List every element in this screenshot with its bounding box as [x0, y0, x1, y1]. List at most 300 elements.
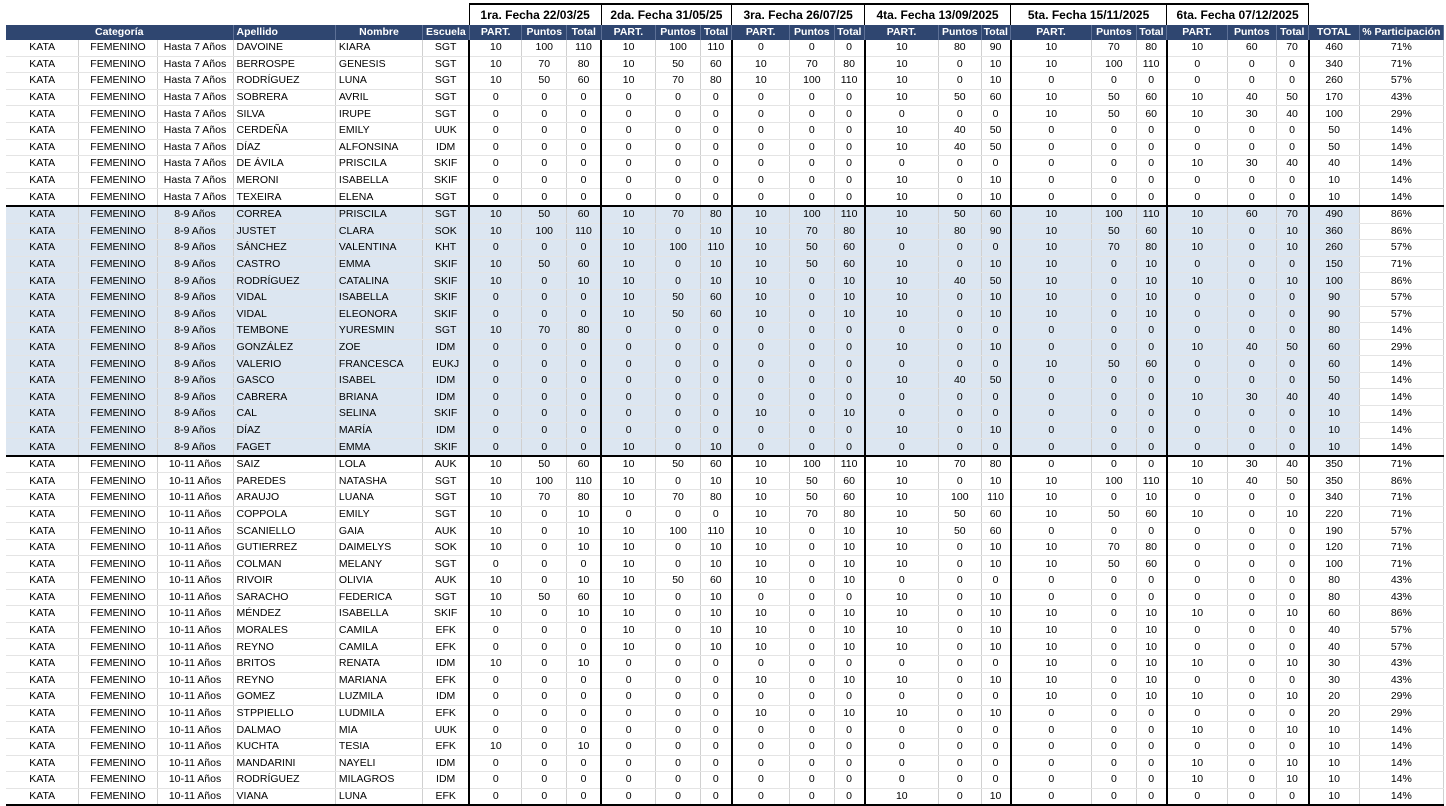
cell-f1-part: 10: [469, 539, 522, 556]
cell-f6-puntos: 0: [1227, 755, 1276, 772]
cell-f5-total: 10: [1136, 639, 1166, 656]
cell-apellido: DALMAO: [233, 722, 335, 739]
cell-f5-part: 0: [1011, 589, 1092, 606]
cell-f2-part: 10: [601, 223, 656, 240]
cell-f3-puntos: 0: [790, 573, 835, 590]
cell-f3-total: 0: [834, 156, 864, 173]
cell-f2-puntos: 50: [656, 306, 701, 323]
cell-apellido: RODRÍGUEZ: [233, 73, 335, 90]
cell-apellido: DÍAZ: [233, 422, 335, 439]
cell-total: 50: [1309, 122, 1360, 139]
cell-f4-puntos: 0: [939, 406, 982, 423]
cell-f1-puntos: 0: [522, 240, 567, 257]
cell-f5-puntos: 0: [1092, 788, 1137, 805]
cell-f1-puntos: 50: [522, 206, 567, 223]
cell-f1-part: 10: [469, 523, 522, 540]
cell-f5-puntos: 0: [1092, 406, 1137, 423]
cell-f3-part: 10: [732, 523, 790, 540]
cell-f5-part: 10: [1011, 606, 1092, 623]
cell-f6-puntos: 0: [1227, 56, 1276, 73]
cell-total: 190: [1309, 523, 1360, 540]
table-row: [6, 406, 1444, 423]
cell-f5-puntos: 50: [1092, 106, 1137, 123]
cell-f4-part: 10: [865, 172, 939, 189]
cell-f2-part: 0: [601, 323, 656, 340]
cell-f5-total: 0: [1136, 422, 1166, 439]
cell-f5-part: 10: [1011, 106, 1092, 123]
cell-apellido: COLMAN: [233, 556, 335, 573]
cell-f6-part: 10: [1167, 223, 1228, 240]
cell-escuela: AUK: [423, 573, 470, 590]
cell-f3-puntos: 0: [790, 372, 835, 389]
cell-f1-total: 10: [567, 655, 601, 672]
cell-f4-part: 10: [865, 556, 939, 573]
cell-f3-puntos: 100: [790, 73, 835, 90]
cell-f6-puntos: 0: [1227, 422, 1276, 439]
cell-f5-total: 80: [1136, 539, 1166, 556]
cell-f4-puntos: 0: [939, 156, 982, 173]
cell-f2-part: 0: [601, 172, 656, 189]
cell-f1-part: 0: [469, 705, 522, 722]
cell-f5-puntos: 0: [1092, 156, 1137, 173]
cell-f1-puntos: 100: [522, 40, 567, 56]
cell-f5-total: 0: [1136, 156, 1166, 173]
cell-f6-puntos: 0: [1227, 772, 1276, 789]
cell-nombre: CATALINA: [335, 273, 422, 290]
cell-f2-total: 80: [700, 206, 731, 223]
cell-mod: KATA: [6, 172, 79, 189]
cell-f5-total: 0: [1136, 738, 1166, 755]
cell-total: 20: [1309, 689, 1360, 706]
cell-f5-part: 10: [1011, 473, 1092, 490]
cell-f5-puntos: 70: [1092, 539, 1137, 556]
cell-f3-total: 10: [834, 539, 864, 556]
cell-f5-total: 10: [1136, 655, 1166, 672]
col-part: PART.: [601, 25, 656, 40]
cell-f4-puntos: 50: [939, 506, 982, 523]
cell-mod: KATA: [6, 422, 79, 439]
cell-f3-part: 10: [732, 206, 790, 223]
cell-apellido: SÁNCHEZ: [233, 240, 335, 257]
cell-f4-puntos: 0: [939, 639, 982, 656]
cell-total: 30: [1309, 672, 1360, 689]
cell-f5-part: 10: [1011, 639, 1092, 656]
cell-f5-total: 110: [1136, 206, 1166, 223]
cell-f2-puntos: 0: [656, 189, 701, 206]
cell-f2-total: 10: [700, 223, 731, 240]
cell-f4-part: 0: [865, 738, 939, 755]
cell-f6-part: 0: [1167, 672, 1228, 689]
cell-f2-puntos: 0: [656, 273, 701, 290]
cell-f6-total: 0: [1276, 639, 1308, 656]
cell-total: 350: [1309, 456, 1360, 473]
cell-f6-puntos: 40: [1227, 473, 1276, 490]
cell-f3-part: 10: [732, 306, 790, 323]
cell-f6-puntos: 30: [1227, 106, 1276, 123]
cell-nombre: LUNA: [335, 788, 422, 805]
cell-f3-puntos: 0: [790, 40, 835, 56]
col-categoria: Categoría: [6, 25, 233, 40]
cell-f1-puntos: 50: [522, 589, 567, 606]
cell-nombre: ISABELLA: [335, 289, 422, 306]
cell-f5-part: 10: [1011, 655, 1092, 672]
cell-f5-part: 0: [1011, 339, 1092, 356]
cell-f6-part: 0: [1167, 539, 1228, 556]
cell-total: 90: [1309, 289, 1360, 306]
cell-f3-puntos: 0: [790, 106, 835, 123]
cell-f6-total: 0: [1276, 556, 1308, 573]
cell-f3-total: 0: [834, 372, 864, 389]
cell-f4-total: 10: [981, 672, 1010, 689]
cell-nombre: ISABEL: [335, 372, 422, 389]
cell-total: 50: [1309, 372, 1360, 389]
cell-f6-puntos: 30: [1227, 156, 1276, 173]
cell-f2-part: 0: [601, 89, 656, 106]
cell-total: 60: [1309, 356, 1360, 373]
cell-f1-total: 10: [567, 523, 601, 540]
cell-nombre: IRUPE: [335, 106, 422, 123]
cell-f2-total: 0: [700, 172, 731, 189]
cell-escuela: SKIF: [423, 156, 470, 173]
cell-categoria: 8-9 Años: [157, 439, 233, 456]
cell-f5-puntos: 0: [1092, 189, 1137, 206]
cell-categoria: 10-11 Años: [157, 523, 233, 540]
cell-f3-total: 0: [834, 422, 864, 439]
cell-f5-total: 0: [1136, 439, 1166, 456]
cell-f5-puntos: 50: [1092, 556, 1137, 573]
table-row: [6, 473, 1444, 490]
cell-f6-part: 10: [1167, 89, 1228, 106]
cell-escuela: SGT: [423, 206, 470, 223]
cell-apellido: SOBRERA: [233, 89, 335, 106]
cell-f5-part: 10: [1011, 306, 1092, 323]
cell-f2-part: 10: [601, 256, 656, 273]
cell-f6-puntos: 0: [1227, 539, 1276, 556]
cell-f1-part: 0: [469, 556, 522, 573]
col-nombre: Nombre: [335, 25, 422, 40]
cell-f1-total: 0: [567, 189, 601, 206]
cell-f2-part: 0: [601, 106, 656, 123]
cell-f6-total: 0: [1276, 189, 1308, 206]
cell-f5-puntos: 0: [1092, 490, 1137, 507]
cell-f4-part: 10: [865, 256, 939, 273]
cell-mod: KATA: [6, 256, 79, 273]
cell-f6-part: 0: [1167, 556, 1228, 573]
cell-f1-puntos: 50: [522, 256, 567, 273]
cell-apellido: DE ÁVILA: [233, 156, 335, 173]
cell-categoria: 10-11 Años: [157, 539, 233, 556]
cell-f6-part: 0: [1167, 172, 1228, 189]
cell-f4-total: 60: [981, 506, 1010, 523]
cell-genero: FEMENINO: [79, 89, 157, 106]
cell-f4-puntos: 0: [939, 240, 982, 257]
cell-escuela: IDM: [423, 772, 470, 789]
cell-f4-puntos: 0: [939, 56, 982, 73]
cell-f2-total: 0: [700, 372, 731, 389]
cell-f1-part: 10: [469, 223, 522, 240]
cell-f5-total: 60: [1136, 506, 1166, 523]
cell-f4-part: 10: [865, 223, 939, 240]
cell-apellido: ARAUJO: [233, 490, 335, 507]
cell-f3-total: 10: [834, 556, 864, 573]
cell-f3-part: 0: [732, 122, 790, 139]
cell-f1-total: 0: [567, 422, 601, 439]
cell-f1-total: 80: [567, 490, 601, 507]
cell-f5-total: 110: [1136, 56, 1166, 73]
cell-f1-part: 0: [469, 639, 522, 656]
cell-mod: KATA: [6, 323, 79, 340]
cell-genero: FEMENINO: [79, 323, 157, 340]
cell-total: 260: [1309, 73, 1360, 90]
cell-f1-part: 0: [469, 139, 522, 156]
cell-total: 30: [1309, 655, 1360, 672]
cell-f4-total: 0: [981, 240, 1010, 257]
cell-mod: KATA: [6, 705, 79, 722]
cell-f3-total: 10: [834, 289, 864, 306]
cell-f4-part: 10: [865, 490, 939, 507]
cell-f1-puntos: 0: [522, 372, 567, 389]
cell-participacion: 29%: [1359, 339, 1443, 356]
cell-f6-total: 0: [1276, 323, 1308, 340]
cell-genero: FEMENINO: [79, 439, 157, 456]
cell-f5-part: 10: [1011, 672, 1092, 689]
cell-f5-puntos: 0: [1092, 722, 1137, 739]
cell-f2-total: 0: [700, 122, 731, 139]
cell-categoria: 10-11 Años: [157, 490, 233, 507]
cell-f6-total: 10: [1276, 506, 1308, 523]
cell-nombre: LUDMILA: [335, 705, 422, 722]
cell-f4-puntos: 50: [939, 89, 982, 106]
cell-f5-puntos: 0: [1092, 606, 1137, 623]
cell-nombre: ISABELLA: [335, 172, 422, 189]
cell-f2-total: 60: [700, 306, 731, 323]
cell-f6-puntos: 0: [1227, 323, 1276, 340]
cell-f3-part: 0: [732, 772, 790, 789]
cell-nombre: ELEONORA: [335, 306, 422, 323]
cell-f6-part: 0: [1167, 323, 1228, 340]
cell-f2-puntos: 0: [656, 422, 701, 439]
cell-f2-part: 10: [601, 523, 656, 540]
cell-f6-part: 10: [1167, 772, 1228, 789]
cell-f4-puntos: 40: [939, 139, 982, 156]
cell-f6-part: 0: [1167, 122, 1228, 139]
cell-f1-total: 0: [567, 639, 601, 656]
cell-f2-total: 110: [700, 523, 731, 540]
cell-f6-total: 0: [1276, 422, 1308, 439]
cell-mod: KATA: [6, 223, 79, 240]
cell-f3-part: 0: [732, 106, 790, 123]
cell-f2-puntos: 0: [656, 89, 701, 106]
cell-f1-total: 110: [567, 223, 601, 240]
fecha-5-header: 5ta. Fecha 15/11/2025: [1011, 4, 1167, 25]
cell-f6-puntos: 0: [1227, 506, 1276, 523]
cell-f2-puntos: 0: [656, 223, 701, 240]
cell-f4-puntos: 0: [939, 788, 982, 805]
cell-nombre: ZOE: [335, 339, 422, 356]
cell-f3-part: 10: [732, 273, 790, 290]
cell-categoria: 8-9 Años: [157, 223, 233, 240]
cell-f5-part: 10: [1011, 689, 1092, 706]
col-total: Total: [834, 25, 864, 40]
cell-nombre: OLIVIA: [335, 573, 422, 590]
cell-f1-part: 0: [469, 622, 522, 639]
cell-nombre: TESIA: [335, 738, 422, 755]
cell-f2-total: 0: [700, 106, 731, 123]
cell-f1-puntos: 0: [522, 156, 567, 173]
cell-apellido: TEXEIRA: [233, 189, 335, 206]
cell-categoria: 10-11 Años: [157, 755, 233, 772]
cell-f6-total: 50: [1276, 89, 1308, 106]
cell-participacion: 14%: [1359, 139, 1443, 156]
cell-f4-total: 0: [981, 755, 1010, 772]
cell-f5-total: 10: [1136, 606, 1166, 623]
cell-mod: KATA: [6, 539, 79, 556]
cell-f4-puntos: 0: [939, 323, 982, 340]
cell-escuela: AUK: [423, 456, 470, 473]
cell-f5-total: 0: [1136, 339, 1166, 356]
cell-nombre: RENATA: [335, 655, 422, 672]
cell-f1-total: 0: [567, 172, 601, 189]
cell-f6-total: 0: [1276, 705, 1308, 722]
cell-f1-total: 0: [567, 356, 601, 373]
col-puntos: Puntos: [522, 25, 567, 40]
cell-f2-part: 0: [601, 422, 656, 439]
cell-f4-total: 90: [981, 223, 1010, 240]
cell-f2-total: 0: [700, 389, 731, 406]
cell-f5-total: 0: [1136, 456, 1166, 473]
cell-f6-puntos: 0: [1227, 439, 1276, 456]
cell-genero: FEMENINO: [79, 273, 157, 290]
cell-genero: FEMENINO: [79, 772, 157, 789]
cell-f3-part: 10: [732, 73, 790, 90]
cell-genero: FEMENINO: [79, 106, 157, 123]
cell-f4-puntos: 0: [939, 705, 982, 722]
cell-f1-puntos: 0: [522, 655, 567, 672]
cell-nombre: MARÍA: [335, 422, 422, 439]
cell-genero: FEMENINO: [79, 172, 157, 189]
cell-f3-total: 10: [834, 406, 864, 423]
fecha-2-header: 2da. Fecha 31/05/25: [601, 4, 732, 25]
cell-f4-puntos: 40: [939, 372, 982, 389]
cell-f2-total: 10: [700, 606, 731, 623]
cell-f5-puntos: 0: [1092, 772, 1137, 789]
cell-total: 10: [1309, 422, 1360, 439]
cell-f2-part: 0: [601, 722, 656, 739]
cell-f5-part: 0: [1011, 422, 1092, 439]
table-row: [6, 289, 1444, 306]
table-row: [6, 106, 1444, 123]
cell-f5-total: 0: [1136, 573, 1166, 590]
cell-f5-puntos: 0: [1092, 139, 1137, 156]
table-row: [6, 456, 1444, 473]
cell-f6-total: 0: [1276, 589, 1308, 606]
cell-participacion: 14%: [1359, 439, 1443, 456]
cell-f3-puntos: 0: [790, 356, 835, 373]
cell-f6-total: 0: [1276, 672, 1308, 689]
cell-f5-puntos: 0: [1092, 655, 1137, 672]
cell-f6-part: 0: [1167, 573, 1228, 590]
cell-participacion: 14%: [1359, 738, 1443, 755]
cell-nombre: VALENTINA: [335, 240, 422, 257]
cell-f1-part: 0: [469, 356, 522, 373]
cell-mod: KATA: [6, 788, 79, 805]
cell-categoria: 10-11 Años: [157, 639, 233, 656]
cell-apellido: MÉNDEZ: [233, 606, 335, 623]
cell-f5-part: 10: [1011, 223, 1092, 240]
cell-f6-total: 0: [1276, 256, 1308, 273]
cell-f3-part: 10: [732, 256, 790, 273]
cell-total: 350: [1309, 473, 1360, 490]
cell-f1-part: 10: [469, 40, 522, 56]
cell-f5-puntos: 0: [1092, 273, 1137, 290]
cell-apellido: VIDAL: [233, 306, 335, 323]
cell-f1-part: 10: [469, 73, 522, 90]
cell-f4-puntos: 0: [939, 356, 982, 373]
cell-f3-puntos: 0: [790, 705, 835, 722]
cell-f2-part: 0: [601, 655, 656, 672]
cell-f6-part: 10: [1167, 655, 1228, 672]
cell-apellido: MORALES: [233, 622, 335, 639]
table-row: [6, 189, 1444, 206]
cell-f4-puntos: 0: [939, 722, 982, 739]
cell-f2-part: 10: [601, 56, 656, 73]
cell-escuela: SGT: [423, 473, 470, 490]
cell-escuela: SKIF: [423, 172, 470, 189]
cell-f6-total: 0: [1276, 356, 1308, 373]
cell-f5-total: 10: [1136, 289, 1166, 306]
col-puntos: Puntos: [1227, 25, 1276, 40]
cell-f1-part: 10: [469, 655, 522, 672]
cell-categoria: 8-9 Años: [157, 273, 233, 290]
cell-f1-part: 0: [469, 89, 522, 106]
cell-f2-part: 10: [601, 556, 656, 573]
cell-f4-total: 10: [981, 589, 1010, 606]
cell-f2-puntos: 0: [656, 655, 701, 672]
cell-f3-puntos: 100: [790, 206, 835, 223]
cell-f4-puntos: 0: [939, 73, 982, 90]
cell-f5-part: 10: [1011, 89, 1092, 106]
cell-f6-part: 10: [1167, 273, 1228, 290]
cell-f2-puntos: 0: [656, 172, 701, 189]
cell-f5-puntos: 0: [1092, 372, 1137, 389]
cell-f2-total: 60: [700, 56, 731, 73]
cell-nombre: KIARA: [335, 40, 422, 56]
cell-f1-puntos: 0: [522, 506, 567, 523]
cell-f6-total: 0: [1276, 490, 1308, 507]
cell-mod: KATA: [6, 672, 79, 689]
cell-total: 260: [1309, 240, 1360, 257]
cell-f2-puntos: 100: [656, 40, 701, 56]
cell-f1-puntos: 0: [522, 606, 567, 623]
cell-escuela: IDM: [423, 755, 470, 772]
cell-f5-total: 10: [1136, 672, 1166, 689]
cell-f2-total: 0: [700, 772, 731, 789]
cell-nombre: MILAGROS: [335, 772, 422, 789]
cell-total: 20: [1309, 705, 1360, 722]
cell-f2-total: 60: [700, 289, 731, 306]
cell-f5-part: 0: [1011, 389, 1092, 406]
cell-f4-total: 10: [981, 289, 1010, 306]
cell-genero: FEMENINO: [79, 672, 157, 689]
cell-participacion: 57%: [1359, 622, 1443, 639]
cell-f5-puntos: 0: [1092, 339, 1137, 356]
cell-mod: KATA: [6, 473, 79, 490]
cell-f1-part: 10: [469, 506, 522, 523]
cell-participacion: 57%: [1359, 523, 1443, 540]
cell-f4-part: 0: [865, 156, 939, 173]
cell-f5-total: 0: [1136, 772, 1166, 789]
cell-f4-part: 10: [865, 622, 939, 639]
